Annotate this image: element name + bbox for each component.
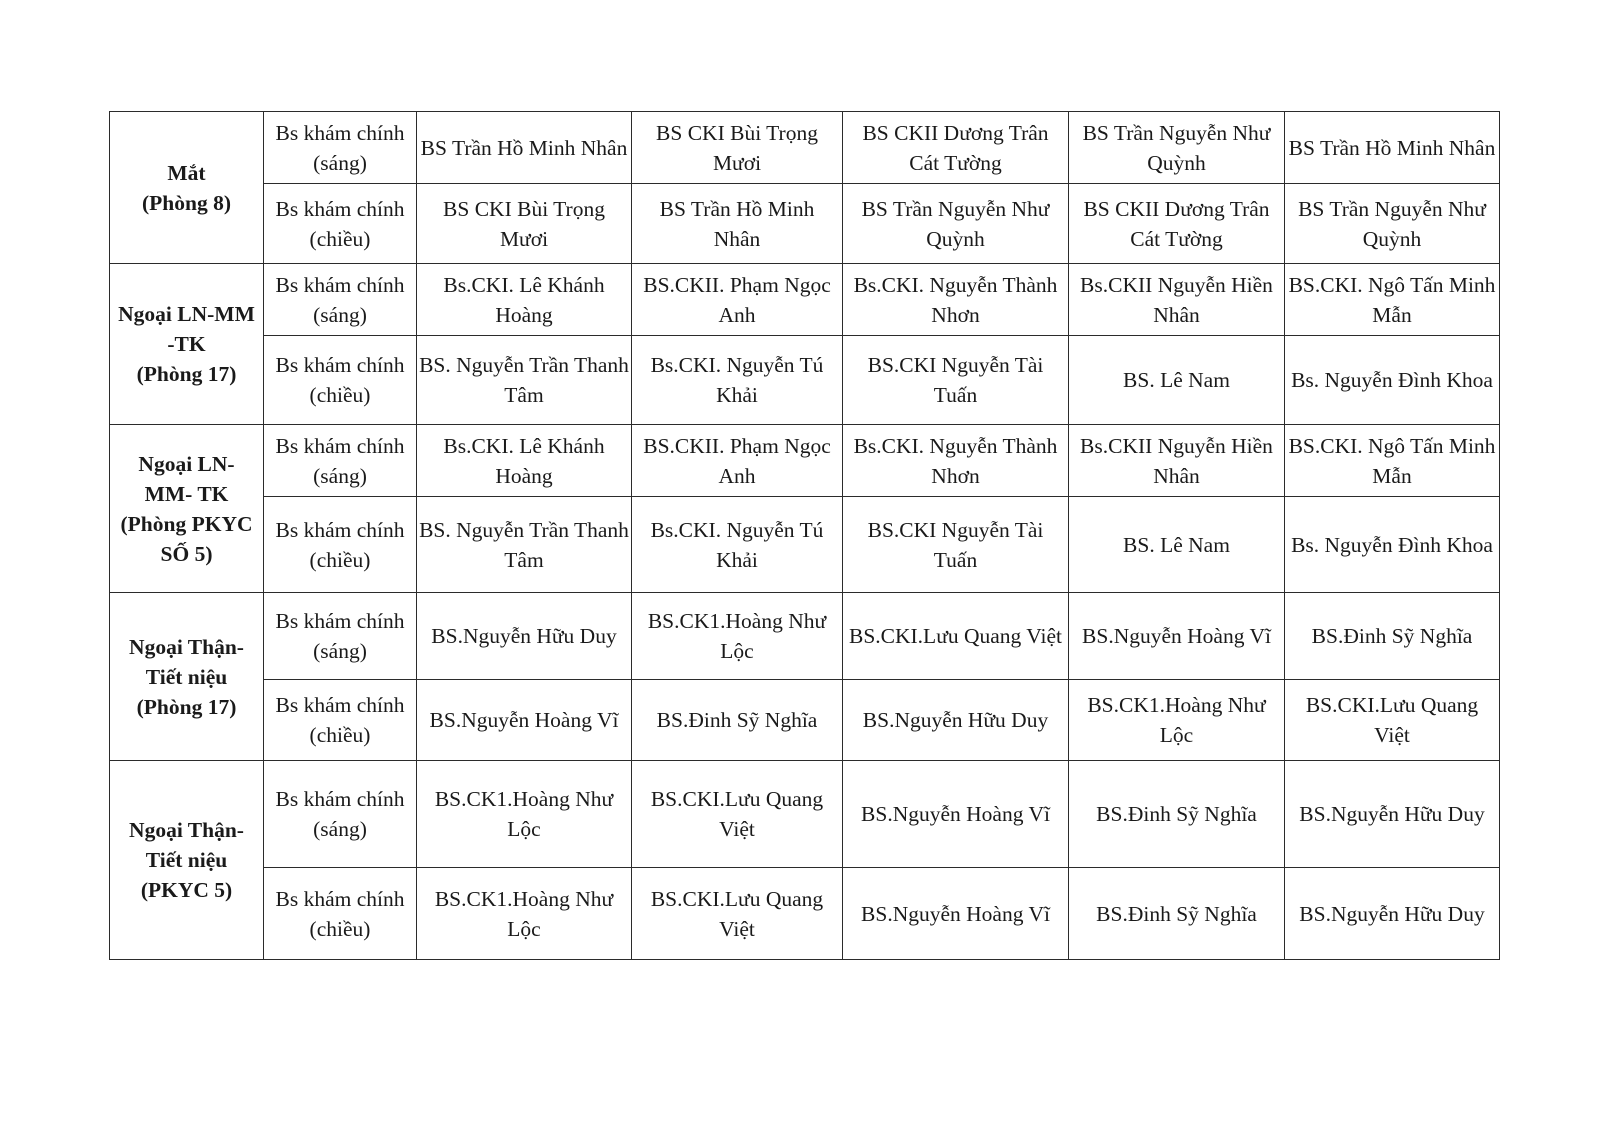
doctor-cell: Bs.CKI. Nguyễn Thành Nhơn [843, 425, 1069, 497]
doctor-cell: Bs. Nguyễn Đình Khoa [1285, 497, 1500, 593]
doctor-cell: Bs.CKII Nguyễn Hiền Nhân [1069, 425, 1285, 497]
doctor-cell: BS. Lê Nam [1069, 497, 1285, 593]
doctor-cell: BS CKII Dương Trân Cát Tường [843, 112, 1069, 184]
schedule-body [110, 112, 1500, 960]
doctor-cell: BS Trần Hồ Minh Nhân [1285, 112, 1500, 184]
doctor-cell: BS. Nguyễn Trần Thanh Tâm [417, 336, 632, 425]
table-row [110, 680, 1500, 761]
doctor-cell: Bs.CKI. Lê Khánh Hoàng [417, 264, 632, 336]
doctor-cell: BS.Nguyễn Hoàng Vĩ [1069, 593, 1285, 680]
doctor-cell: BS Trần Hồ Minh Nhân [632, 184, 843, 264]
doctor-cell: BS.CK1.Hoàng Như Lộc [417, 761, 632, 868]
doctor-cell: BS.Nguyễn Hữu Duy [417, 593, 632, 680]
department-cell: Ngoại LN-MM -TK (Phòng 17) [110, 264, 264, 425]
shift-cell: Bs khám chính (chiều) [264, 184, 417, 264]
doctor-cell: BS.CKI. Ngô Tấn Minh Mẫn [1285, 425, 1500, 497]
doctor-cell: Bs. Nguyễn Đình Khoa [1285, 336, 1500, 425]
doctor-cell: Bs.CKI. Lê Khánh Hoàng [417, 425, 632, 497]
doctor-cell: BS CKII Dương Trân Cát Tường [1069, 184, 1285, 264]
table-row [110, 112, 1500, 184]
table-row [110, 264, 1500, 336]
doctor-cell: BS.CKI. Ngô Tấn Minh Mẫn [1285, 264, 1500, 336]
doctor-cell: BS.CKI.Lưu Quang Việt [1285, 680, 1500, 761]
table-row [110, 425, 1500, 497]
doctor-cell: BS. Nguyễn Trần Thanh Tâm [417, 497, 632, 593]
doctor-cell: BS.CKI.Lưu Quang Việt [632, 868, 843, 960]
doctor-cell: BS.CKI.Lưu Quang Việt [632, 761, 843, 868]
doctor-schedule-table [109, 111, 1500, 960]
doctor-cell: BS.Đinh Sỹ Nghĩa [1285, 593, 1500, 680]
table-row [110, 868, 1500, 960]
shift-cell: Bs khám chính (chiều) [264, 680, 417, 761]
doctor-cell: BS.CK1.Hoàng Như Lộc [1069, 680, 1285, 761]
doctor-cell: BS.CKI.Lưu Quang Việt [843, 593, 1069, 680]
shift-cell: Bs khám chính (sáng) [264, 425, 417, 497]
table-row [110, 336, 1500, 425]
shift-cell: Bs khám chính (sáng) [264, 112, 417, 184]
doctor-cell: BS.Đinh Sỹ Nghĩa [1069, 761, 1285, 868]
doctor-cell: BS Trần Hồ Minh Nhân [417, 112, 632, 184]
shift-cell: Bs khám chính (chiều) [264, 497, 417, 593]
doctor-cell: BS.CK1.Hoàng Như Lộc [632, 593, 843, 680]
shift-cell: Bs khám chính (sáng) [264, 761, 417, 868]
doctor-cell: BS Trần Nguyễn Như Quỳnh [843, 184, 1069, 264]
shift-cell: Bs khám chính (chiều) [264, 868, 417, 960]
shift-cell: Bs khám chính (chiều) [264, 336, 417, 425]
table-row [110, 497, 1500, 593]
doctor-cell: BS Trần Nguyễn Như Quỳnh [1069, 112, 1285, 184]
doctor-cell: BS.CK1.Hoàng Như Lộc [417, 868, 632, 960]
doctor-cell: BS.Nguyễn Hữu Duy [1285, 868, 1500, 960]
shift-cell: Bs khám chính (sáng) [264, 593, 417, 680]
doctor-cell: BS.CKI Nguyễn Tài Tuấn [843, 497, 1069, 593]
doctor-cell: Bs.CKI. Nguyễn Tú Khải [632, 336, 843, 425]
doctor-cell: BS.Nguyễn Hoàng Vĩ [417, 680, 632, 761]
department-cell: Ngoại LN- MM- TK (Phòng PKYC SỐ 5) [110, 425, 264, 593]
shift-cell: Bs khám chính (sáng) [264, 264, 417, 336]
table-row [110, 593, 1500, 680]
doctor-cell: BS.Đinh Sỹ Nghĩa [632, 680, 843, 761]
doctor-cell: Bs.CKI. Nguyễn Tú Khải [632, 497, 843, 593]
department-cell: Ngoại Thận- Tiết niệu (PKYC 5) [110, 761, 264, 960]
doctor-cell: BS.CKI Nguyễn Tài Tuấn [843, 336, 1069, 425]
doctor-cell: BS.CKII. Phạm Ngọc Anh [632, 425, 843, 497]
doctor-cell: BS.CKII. Phạm Ngọc Anh [632, 264, 843, 336]
doctor-cell: BS Trần Nguyễn Như Quỳnh [1285, 184, 1500, 264]
doctor-cell: BS.Nguyễn Hoàng Vĩ [843, 868, 1069, 960]
doctor-cell: BS CKI Bùi Trọng Mươi [632, 112, 843, 184]
department-cell: Ngoại Thận- Tiết niệu (Phòng 17) [110, 593, 264, 761]
doctor-cell: Bs.CKII Nguyễn Hiền Nhân [1069, 264, 1285, 336]
doctor-cell: BS.Nguyễn Hoàng Vĩ [843, 761, 1069, 868]
doctor-cell: BS. Lê Nam [1069, 336, 1285, 425]
table-row [110, 184, 1500, 264]
doctor-cell: BS.Đinh Sỹ Nghĩa [1069, 868, 1285, 960]
doctor-cell: BS.Nguyễn Hữu Duy [843, 680, 1069, 761]
doctor-cell: BS.Nguyễn Hữu Duy [1285, 761, 1500, 868]
department-cell: Mắt (Phòng 8) [110, 112, 264, 264]
table-row [110, 761, 1500, 868]
doctor-cell: BS CKI Bùi Trọng Mươi [417, 184, 632, 264]
doctor-cell: Bs.CKI. Nguyễn Thành Nhơn [843, 264, 1069, 336]
